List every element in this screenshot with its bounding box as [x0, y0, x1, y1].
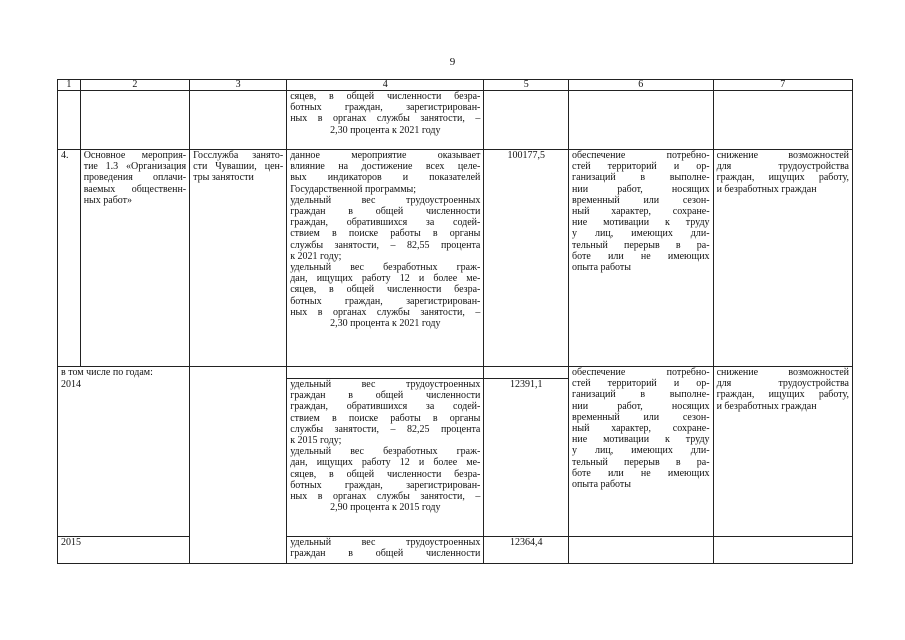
text-line: Основное мероприя-: [83, 150, 187, 161]
text-line: боте или не имеющих: [572, 467, 710, 479]
by-years-row: [58, 367, 853, 379]
text-line: службы занятости, – 82,55 процента: [290, 239, 481, 251]
text-line: граждан, ищущих работу,: [716, 389, 849, 401]
text-line: для трудоустройства: [716, 161, 849, 173]
text-line: ваемых общественн-: [83, 183, 187, 195]
text-line: у лиц, имеющих дли-: [572, 445, 710, 457]
text-line: ствием в поиске работы в органы: [290, 228, 481, 240]
text-line: временный или сезон-: [572, 194, 710, 206]
by-years-label: в том числе по годам:: [58, 367, 190, 379]
indicators-cell-2014: [287, 379, 484, 537]
text-line: ных в органах службы занятости, –: [290, 306, 481, 318]
text-line: удельный вес безработных граж-: [290, 262, 481, 274]
program-activities-table: [57, 79, 853, 564]
column-number-4: 4: [287, 80, 484, 91]
text-line: у лиц, имеющих дли-: [572, 228, 710, 240]
text-line: и безработных граждан: [716, 183, 817, 195]
text-line: тельный перерыв в ра-: [572, 239, 710, 251]
text-line: дан, ищущих работу 12 и более ме-: [290, 273, 481, 285]
text-line: граждан, ищущих работу,: [716, 172, 849, 184]
text-line: ганизаций в выполне-: [572, 172, 710, 184]
expected-result-cell-2014: [569, 367, 714, 537]
text-line: ных в органах службы занятости, –: [290, 491, 481, 503]
indicators-cell: [287, 150, 484, 367]
text-line: для трудоустройства: [716, 378, 849, 390]
text-line: снижение возможностей: [716, 367, 849, 378]
text-line: дан, ищущих работу 12 и более ме-: [290, 457, 481, 469]
text-line: опыта работы: [572, 479, 632, 491]
column-number-row: [58, 80, 853, 91]
text-line: вых индикаторов и показателей: [290, 172, 481, 184]
column-number-7: 7: [713, 80, 852, 91]
text-line: обеспечение потребно-: [572, 150, 710, 161]
text-line: ных работ»: [83, 194, 133, 206]
text-line: нии работ, носящих: [572, 400, 710, 412]
column-number-3: 3: [190, 80, 287, 91]
text-line: 2,90 процента к 2015 году: [330, 502, 441, 514]
text-line: ный характер, сохране-: [572, 206, 710, 218]
text-line: ный характер, сохране-: [572, 423, 710, 435]
text-line: Государственной программы;: [290, 183, 417, 195]
year-label-2015: 2015: [58, 537, 190, 564]
expected-result-cell: [569, 150, 714, 367]
column-number-5: 5: [484, 80, 569, 91]
text-line: ных в органах службы занятости, –: [290, 113, 481, 125]
text-line: боте или не имеющих: [572, 250, 710, 262]
indicators-cell-2015: [287, 537, 484, 564]
text-line: ние мотивации к труду: [572, 217, 710, 229]
text-line: граждан в общей численности: [290, 206, 481, 218]
text-line: удельный вес трудоустроенных: [290, 379, 481, 390]
text-line: службы занятости, – 82,25 процента: [290, 423, 481, 435]
continuation-row: [58, 91, 853, 150]
text-line: ние мотивации к труду: [572, 434, 710, 446]
text-line: сяцев, в общей численности безра-: [290, 91, 481, 102]
text-line: ботных граждан, зарегистрирован-: [290, 479, 481, 491]
text-line: нии работ, носящих: [572, 183, 710, 195]
text-line: граждан, обратившихся за содей-: [290, 401, 481, 413]
funding-amount-2014: 12391,1: [484, 379, 569, 537]
year-row-2015: [58, 537, 853, 564]
text-line: сяцев, в общей численности безра-: [290, 284, 481, 296]
funding-amount: 100177,5: [484, 150, 569, 367]
text-line: тры занятости: [193, 172, 254, 184]
text-line: ствием в поиске работы в органы: [290, 412, 481, 424]
text-line: влияние на достижение всех целе-: [290, 161, 481, 173]
activity-name-cell: [80, 150, 189, 367]
text-line: снижение возможностей: [716, 150, 849, 161]
text-line: и безработных граждан: [716, 400, 817, 412]
text-line: 2,30 процента к 2021 году: [330, 124, 441, 136]
text-line: опыта работы: [572, 262, 632, 274]
text-line: стей территорий и ор-: [572, 161, 710, 173]
text-line: временный или сезон-: [572, 411, 710, 423]
text-line: граждан в общей численности: [290, 390, 481, 402]
column-number-2: 2: [80, 80, 189, 91]
text-line: ботных граждан, зарегистрирован-: [290, 102, 481, 114]
text-line: тельный перерыв в ра-: [572, 456, 710, 468]
text-line: удельный вес безработных граж-: [290, 446, 481, 458]
text-line: ганизаций в выполне-: [572, 389, 710, 401]
page-number: 9: [449, 56, 456, 68]
text-line: обеспечение потребно-: [572, 367, 710, 378]
text-line: удельный вес трудоустроенных: [290, 194, 481, 206]
responsible-executor-cell: [190, 150, 287, 367]
text-line: граждан, обратившихся за содей-: [290, 217, 481, 229]
risks-cell-2014: [713, 367, 852, 537]
text-line: к 2021 году;: [290, 250, 342, 262]
row-number: 4.: [58, 150, 81, 367]
activity-row-4: [58, 150, 853, 367]
column-number-6: 6: [569, 80, 714, 91]
text-line: граждан в общей численности: [290, 548, 481, 560]
text-line: тие 1.3 «Организация: [83, 161, 187, 173]
text-line: 2,30 процента к 2021 году: [330, 318, 441, 330]
text-line: Госслужба занято-: [193, 150, 284, 161]
text-line: удельный вес трудоустроенных: [290, 537, 481, 548]
continuation-indicators-cell: [287, 91, 484, 150]
risks-cell: [713, 150, 852, 367]
text-line: сти Чувашии, цен-: [193, 161, 284, 173]
text-line: данное мероприятие оказывает: [290, 150, 481, 161]
text-line: стей территорий и ор-: [572, 378, 710, 390]
text-line: проведения оплачи-: [83, 172, 187, 184]
column-number-1: 1: [58, 80, 81, 91]
text-line: к 2015 году;: [290, 435, 342, 447]
text-line: ботных граждан, зарегистрирован-: [290, 295, 481, 307]
funding-amount-2015: 12364,4: [484, 537, 569, 564]
text-line: сяцев, в общей численности безра-: [290, 468, 481, 480]
year-label-2014: 2014: [58, 379, 190, 537]
